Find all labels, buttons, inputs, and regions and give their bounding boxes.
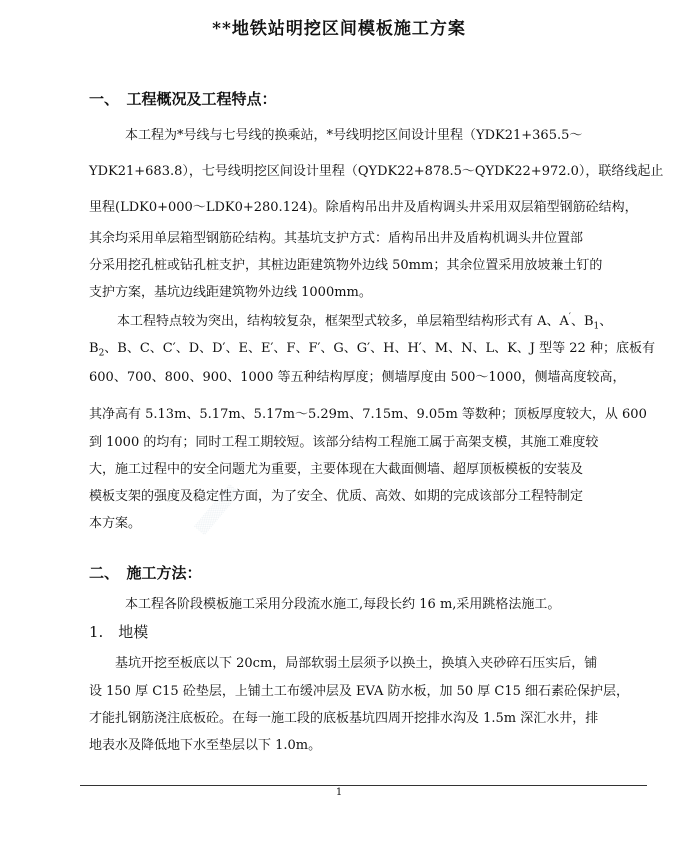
page-number: 1 bbox=[335, 787, 343, 798]
paragraph-2-line-2 bbox=[89, 337, 655, 359]
section-2-paragraph: 本工程各阶段模板施工采用分段流水施工,每段长约 16 m,采用跳格法施工。 bbox=[112, 597, 561, 612]
subsection-1-line-4: 地表水及降低地下水至垫层以下 1.0m。 bbox=[89, 738, 322, 753]
paragraph-2-line-6: 大，施工过程中的安全问题尤为重要，主要体现在大截面侧墙、超厚顶板模板的安装及 bbox=[89, 462, 584, 477]
paragraph-1-line-3: 里程(LDK0+000～LDK0+280.124)。除盾构吊出井及盾构调头井采用双层箱型钢筋砼结构， bbox=[89, 200, 638, 215]
section-2-heading: 二、 施工方法： bbox=[89, 564, 202, 582]
paragraph-2-line-2-pre: B bbox=[89, 341, 99, 356]
paragraph-2-line-1 bbox=[117, 310, 612, 332]
watermark: ▒▒▒▒▒▒ bbox=[194, 484, 241, 536]
paragraph-1-line-6: 支护方案，基坑边线距建筑物外边线 1000mm。 bbox=[89, 285, 372, 300]
paragraph-1-line-1: 本工程为*号线与七号线的换乘站，*号线明挖区间设计里程（YDK21+365.5～ bbox=[112, 128, 583, 143]
paragraph-1-line-5: 分采用挖孔桩或钻孔桩支护，其桩边距建筑物外边线 50mm；其余位置采用放坡兼土钉的 bbox=[89, 258, 603, 273]
subsection-1-line-3: 才能扎钢筋浇注底板砼。在每一施工段的底板基坑四周开挖排水沟及 1.5m 深汇水井，排 bbox=[89, 711, 599, 726]
paragraph-2-line-2-text: 、B、C、C′、D、D′、E、E′、F、F′、G、G′、H、H′、M、N、L、K、J 型等 22 种；底板有 bbox=[104, 341, 655, 356]
paragraph-2-line-1-text-b: 、B bbox=[570, 314, 594, 329]
paragraph-2-line-5: 到 1000 的均有；同时工程工期较短。该部分结构工程施工属于高架支模，其施工难度较 bbox=[89, 435, 599, 450]
subsection-1-line-1: 基坑开挖至板底以下 20cm，局部软弱土层须予以换土，换填入夹砂碎石压实后，铺 bbox=[89, 656, 598, 671]
subscript-1: 1 bbox=[593, 321, 600, 332]
paragraph-2-line-8: 本方案。 bbox=[89, 516, 142, 531]
subsection-1-line-2: 设 150 厚 C15 砼垫层，上铺土工布缓冲层及 EVA 防水板，加 50 厚 C15 细石素砼保护层， bbox=[89, 684, 630, 699]
document-title: **地铁站明挖区间模板施工方案 bbox=[212, 19, 466, 39]
subsection-1-heading: 1. 地模 bbox=[89, 623, 149, 641]
section-1-heading: 一、 工程概况及工程特点： bbox=[89, 90, 277, 108]
paragraph-1-line-2: YDK21+683.8），七号线明挖区间设计里程（QYDK22+878.5～QYDK22+972.0），联络线起止 bbox=[89, 164, 664, 179]
paragraph-1-line-4: 其余均采用单层箱型钢筋砼结构。其基坑支护方式：盾构吊出井及盾构机调头井位置部 bbox=[89, 231, 584, 246]
paragraph-2-line-1-text-c: 、 bbox=[599, 314, 613, 329]
paragraph-2-line-3: 600、700、800、900、1000 等五种结构厚度；侧墙厚度由 500～1000，侧墙高度较高， bbox=[89, 370, 626, 385]
subscript-2: 2 bbox=[98, 348, 105, 359]
prime-mark: ′ bbox=[568, 312, 571, 323]
paragraph-2-line-1-text-a: 本工程特点较为突出，结构较复杂，框架型式较多，单层箱型结构形式有 A、A bbox=[117, 314, 569, 329]
paragraph-2-line-7: 模板支架的强度及稳定性方面，为了安全、优质、高效、如期的完成该部分工程特制定 bbox=[89, 489, 584, 504]
paragraph-2-line-4: 其净高有 5.13m、5.17m、5.17m～5.29m、7.15m、9.05m 等数种；顶板厚度较大，从 600 bbox=[89, 407, 647, 422]
footer-rule bbox=[80, 785, 647, 786]
